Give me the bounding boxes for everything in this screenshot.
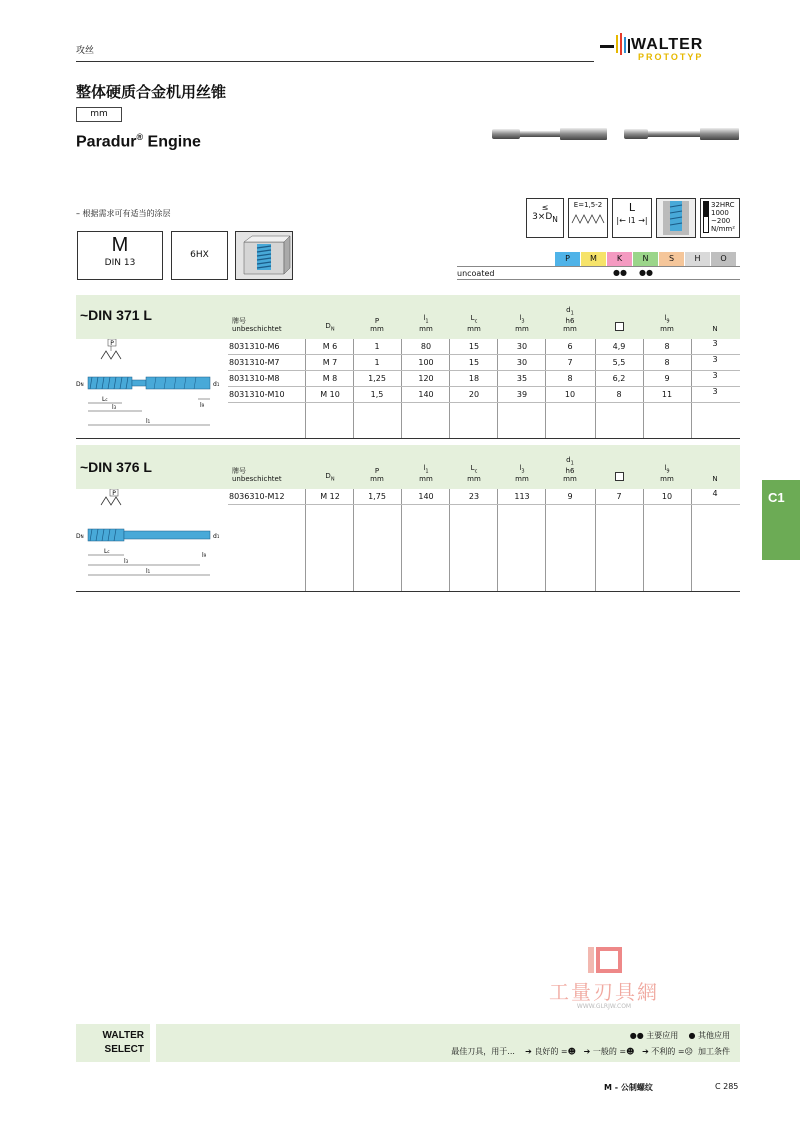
unit-badge: mm: [76, 107, 122, 122]
tool-drawing-din371: [76, 339, 226, 431]
tool-image-1: [492, 126, 607, 142]
material-group-h: H: [685, 252, 711, 266]
square-icon: [615, 472, 624, 481]
cell-lc: 23: [468, 492, 480, 501]
cell-p: 1,5: [370, 390, 384, 399]
col-header-lc: $L_c$ mm: [467, 313, 481, 333]
col-header-l3: $l_3$ mm: [515, 463, 529, 483]
cell-sq: 8: [616, 390, 622, 399]
cell-n: 3: [712, 355, 718, 364]
category-label: 攻丝: [76, 46, 95, 56]
cell-sq: 7: [616, 492, 622, 501]
cell-n: 4: [712, 489, 718, 498]
page-section: M - 公制螺纹: [604, 1083, 653, 1092]
cell-d1: 7: [567, 358, 573, 367]
cell-l3: 35: [516, 374, 528, 383]
cell-d1: 9: [567, 492, 573, 501]
neutral-face-icon: ☻: [626, 1047, 635, 1056]
walter-logo: [598, 27, 744, 67]
col-header-l1: $l_1$ mm: [419, 313, 433, 333]
cell-l3: 30: [516, 358, 528, 367]
col-header-n: N: [712, 325, 718, 333]
bad-face-icon: ☹: [684, 1047, 693, 1056]
cell-n: 3: [712, 339, 718, 348]
legend-main: ●● 主要应用: [629, 1031, 679, 1040]
svg-text:DN: DN: [76, 533, 84, 540]
col-header-l9: $l_9$ mm: [660, 463, 674, 483]
svg-text:l1: l1: [146, 418, 151, 425]
coating-note: – 根据需求可有适当的涂层: [76, 209, 171, 218]
cell-l9: 11: [661, 390, 673, 399]
svg-text:d1: d1: [213, 533, 220, 540]
svg-text:P: P: [112, 490, 116, 497]
order-code: 8031310-M7: [229, 358, 280, 367]
chapter-tab[interactable]: C1: [762, 480, 800, 560]
thread-profile: M: [111, 234, 129, 256]
cell-sq: 5,5: [612, 358, 626, 367]
order-code: 8031310-M6: [229, 342, 280, 351]
material-group-o: O: [711, 252, 737, 266]
header-rule: [76, 61, 594, 62]
cell-dn: M 8: [322, 374, 338, 383]
tool-drawing-din376: [76, 489, 226, 581]
uncoated-row: [457, 266, 740, 280]
order-code: 8031310-M10: [229, 390, 285, 399]
cell-p: 1: [374, 358, 380, 367]
cell-l9: 9: [664, 374, 670, 383]
cell-lc: 15: [468, 358, 480, 367]
blind-hole-icon: [656, 198, 696, 238]
cell-l1: 140: [418, 390, 434, 399]
cell-lc: 15: [468, 342, 480, 351]
svg-text:l3: l3: [112, 404, 117, 411]
cell-p: 1,25: [368, 374, 386, 383]
cell-l9: 10: [661, 492, 673, 501]
cell-n: 3: [712, 387, 718, 396]
brand-sub: PROTOTYP: [638, 52, 704, 62]
cell-d1: 6: [567, 342, 573, 351]
cell-l9: 8: [664, 358, 670, 367]
cell-lc: 18: [468, 374, 480, 383]
order-code: 8031310-M8: [229, 374, 280, 383]
cell-l1: 80: [420, 342, 432, 351]
table-row[interactable]: [228, 371, 740, 387]
depth-limit-box: ≤ $3\times D_N$: [526, 198, 564, 238]
section-title: ~DIN 371 L: [80, 307, 152, 323]
col-header-d1: $d_1$ h6 mm: [563, 455, 577, 483]
hardness-box: 32HRC 1000 ~200 N/mm²: [700, 198, 740, 238]
table-row[interactable]: [228, 355, 740, 371]
cell-l1: 140: [418, 492, 434, 501]
col-header-lc: $L_c$ mm: [467, 463, 481, 483]
footer-legend: [76, 1024, 740, 1062]
table-row[interactable]: [228, 339, 740, 355]
brand-name: WALTER: [631, 36, 704, 53]
column-headers-1: [0, 295, 800, 339]
page-title: 整体硬质合金机用丝锥: [76, 83, 227, 101]
uncoated-k-rating: ●●: [613, 268, 627, 277]
cell-l3: 113: [514, 492, 530, 501]
svg-text:l3: l3: [124, 558, 129, 565]
uncoated-n-rating: ●●: [639, 268, 653, 277]
cell-l9: 8: [664, 342, 670, 351]
col-header-brand: 牌号 unbeschichtet: [232, 467, 282, 483]
cell-n: 3: [712, 371, 718, 380]
square-icon: [615, 322, 624, 331]
col-header-brand: 牌号 unbeschichtet: [232, 317, 282, 333]
section-rule: [76, 438, 740, 439]
table-row[interactable]: [228, 489, 740, 505]
col-header-dn: $D_N$: [325, 321, 335, 332]
order-code: 8036310-M12: [229, 492, 285, 501]
engagement-box: E=1,5-2: [568, 198, 608, 238]
cell-d1: 8: [567, 374, 573, 383]
walter-select: WALTER SELECT: [76, 1024, 150, 1062]
cell-dn: M 12: [320, 492, 340, 501]
tool-image-2: [624, 126, 739, 142]
material-groups: [555, 252, 737, 266]
legend-panel: ●● 主要应用 ● 其他应用 最佳刀具，用于... ➔ 良好的 =☻ ➔ 一般的 =☻ ➔ 不利的 =☹ 加工条件: [156, 1024, 740, 1062]
material-group-n: N: [633, 252, 659, 266]
uncoated-label: uncoated: [457, 269, 495, 278]
section-rule: [76, 591, 740, 592]
cell-l1: 100: [418, 358, 434, 367]
col-header-l9: $l_9$ mm: [660, 313, 674, 333]
cell-sq: 4,9: [612, 342, 626, 351]
col-header-l1: $l_1$ mm: [419, 463, 433, 483]
col-header-dn: $D_N$: [325, 471, 335, 482]
svg-text:Lc: Lc: [102, 396, 108, 403]
svg-text:l1: l1: [146, 568, 151, 575]
length-box: L |← l1 →|: [612, 198, 652, 238]
col-header-d1: $d_1$ h6 mm: [563, 305, 577, 333]
col-header-square: [599, 322, 639, 333]
svg-text:DN: DN: [76, 381, 84, 388]
threaded-hole-icon: [235, 231, 293, 280]
col-header-square: [599, 472, 639, 483]
column-headers-2: [0, 445, 800, 489]
legend-other: ● 其他应用: [688, 1031, 730, 1040]
thread-profile-box: [77, 231, 163, 280]
cell-lc: 20: [468, 390, 480, 399]
watermark-logo-icon: [584, 945, 624, 977]
section-title: ~DIN 376 L: [80, 459, 152, 475]
table-row[interactable]: [228, 387, 740, 403]
product-name: Paradur® Engine: [76, 132, 201, 151]
cell-d1: 10: [564, 390, 576, 399]
page-number: C 285: [715, 1082, 739, 1091]
svg-text:l9: l9: [200, 402, 205, 409]
cell-dn: M 7: [322, 358, 338, 367]
tolerance-box: 6HX: [171, 231, 228, 280]
col-header-l3: $l_3$ mm: [515, 313, 529, 333]
col-header-n: N: [712, 475, 718, 483]
cell-sq: 6,2: [612, 374, 626, 383]
col-header-p: P mm: [370, 467, 384, 483]
cell-dn: M 10: [320, 390, 340, 399]
svg-text:l9: l9: [202, 552, 207, 559]
svg-text:d1: d1: [213, 381, 220, 388]
watermark: 工量刃具網 WWW.GLRJW.COM: [536, 945, 672, 1015]
thread-engagement-icon: [570, 209, 606, 229]
material-group-p: P: [555, 252, 581, 266]
svg-text:P: P: [110, 340, 114, 347]
material-group-m: M: [581, 252, 607, 266]
cell-p: 1,75: [368, 492, 386, 501]
cell-l3: 30: [516, 342, 528, 351]
cell-l3: 39: [516, 390, 528, 399]
cell-dn: M 6: [322, 342, 338, 351]
material-group-k: K: [607, 252, 633, 266]
thread-standard: DIN 13: [104, 258, 136, 268]
cell-l1: 120: [418, 374, 434, 383]
cell-p: 1: [374, 342, 380, 351]
svg-text:Lc: Lc: [104, 548, 110, 555]
good-face-icon: ☻: [567, 1047, 576, 1056]
col-header-p: P mm: [370, 317, 384, 333]
material-group-s: S: [659, 252, 685, 266]
